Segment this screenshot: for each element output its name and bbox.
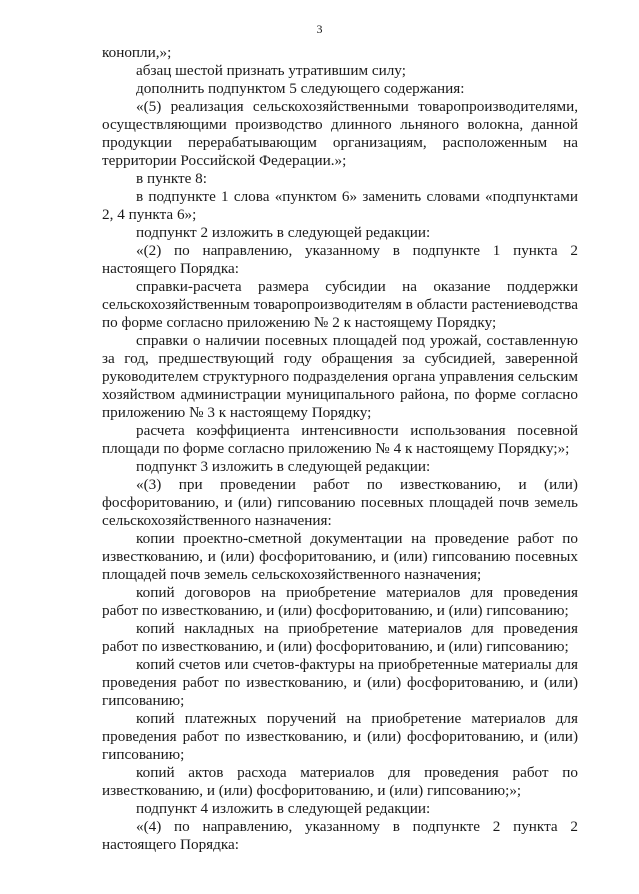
paragraph: копий накладных на приобретение материалов для проведения работ по известкованию, и (или) фосфоритованию, и (или) гипсованию;: [102, 620, 578, 655]
paragraph: «(2) по направлению, указанному в подпункте 1 пункта 2 настоящего Порядка:: [102, 242, 578, 277]
paragraph: подпункт 4 изложить в следующей редакции:: [136, 800, 431, 817]
paragraph: расчета коэффициента интенсивности использования посевной площади по форме согласно приложению № 4 к настоящему Порядку;»;: [102, 422, 578, 457]
paragraph: в подпункте 1 слова «пунктом 6» заменить словами «подпунктами 2, 4 пункта 6»;: [102, 188, 578, 223]
paragraph: «(3) при проведении работ по известкованию, и (или) фосфоритованию, и (или) гипсованию посевных площадей почв земель сельскохозяйственного назначения:: [102, 476, 578, 529]
paragraph: абзац шестой признать утратившим силу;: [136, 62, 406, 79]
paragraph: копий платежных поручений на приобретение материалов для проведения работ по известкованию, и (или) фосфоритованию, и (или) гипсованию;: [102, 710, 578, 763]
paragraph: копий актов расхода материалов для проведения работ по известкованию, и (или) фосфоритованию, и (или) гипсованию;»;: [102, 764, 578, 799]
document-body: [102, 44, 578, 854]
paragraph: копий счетов или счетов-фактуры на приобретенные материалы для проведения работ по известкованию, и (или) фосфоритованию, и (или) гипсованию;: [102, 656, 578, 709]
paragraph: подпункт 2 изложить в следующей редакции:: [136, 224, 431, 241]
paragraph: «(4) по направлению, указанному в подпункте 2 пункта 2 настоящего Порядка:: [102, 818, 578, 853]
page-number: 3: [316, 22, 323, 36]
paragraph: «(5) реализация сельскохозяйственными товаропроизводителями, осуществляющими производство длинного льняного волокна, данной продукции перерабатывающим организациям, расположенным на территории Российской Федерации.»;: [102, 98, 578, 169]
paragraph: копий договоров на приобретение материалов для проведения работ по известкованию, и (или) фосфоритованию, и (или) гипсованию;: [102, 584, 578, 619]
paragraph: справки о наличии посевных площадей под урожай, составленную за год, предшествующий году обращения за субсидией, заверенной руководителем структурного подразделения органа управления сельским хозяйством администрации муниципального района, по форме согласно приложению № 3 к настоящему Порядку;: [102, 332, 578, 421]
paragraph: подпункт 3 изложить в следующей редакции:: [136, 458, 431, 475]
paragraph: копии проектно-сметной документации на проведение работ по известкованию, и (или) фосфоритованию, и (или) гипсованию посевных площадей почв земель сельскохозяйственного назначения;: [102, 530, 578, 583]
paragraph: справки-расчета размера субсидии на оказание поддержки сельскохозяйственным товаропроизводителям в области растениеводства по форме согласно приложению № 2 к настоящему Порядку;: [102, 278, 578, 331]
paragraph: дополнить подпунктом 5 следующего содержания:: [136, 80, 465, 97]
paragraph: конопли,»;: [102, 44, 172, 61]
paragraph: в пункте 8:: [136, 170, 207, 187]
